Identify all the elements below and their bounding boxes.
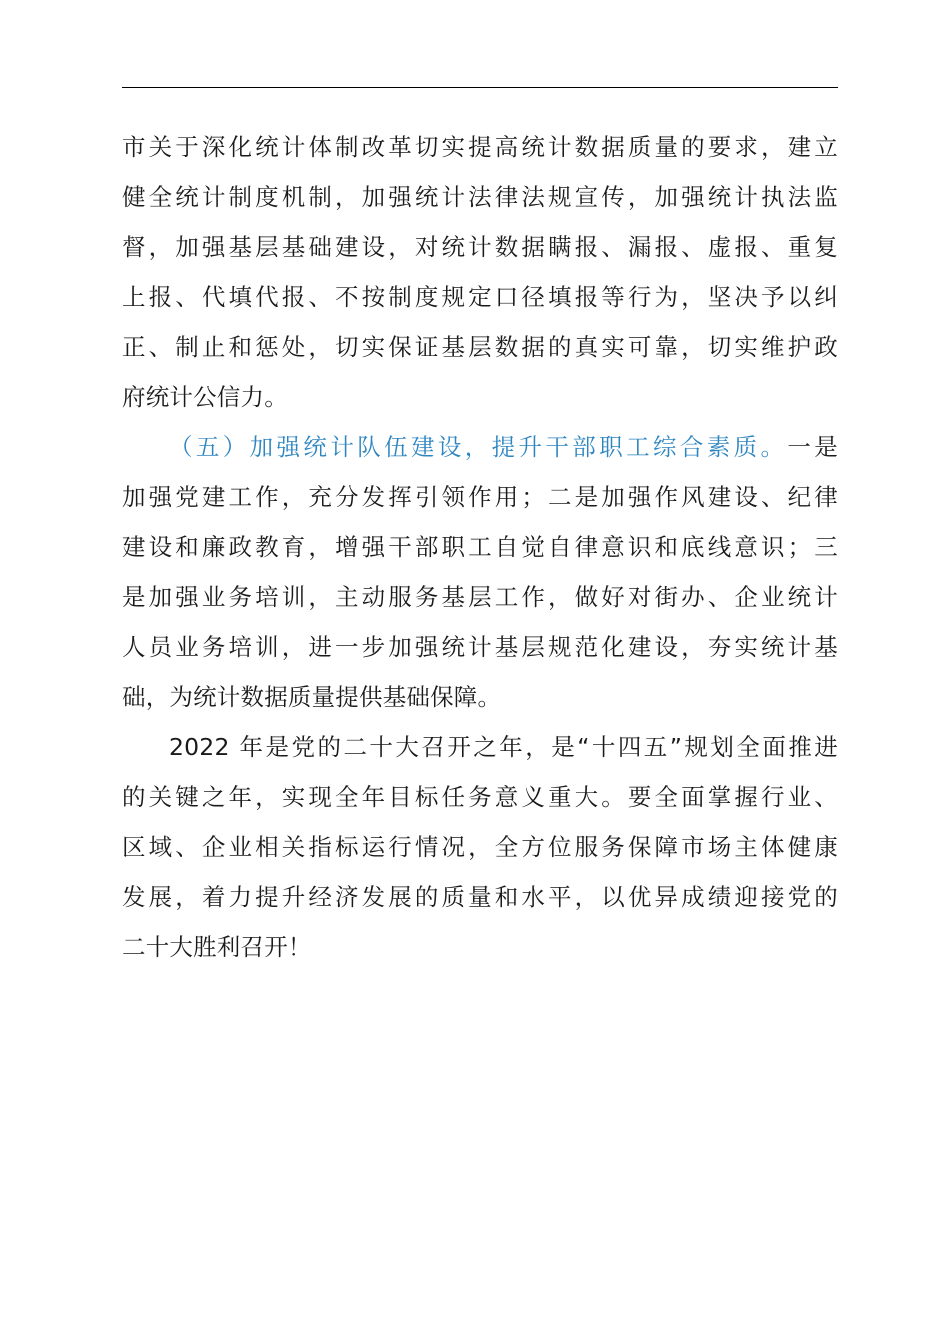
paragraph-2 [122, 422, 838, 722]
text-line: 加强党建工作，充分发挥引领作用；二是加强作风建设、纪律 [122, 483, 838, 511]
text-line: 上报、代填代报、不按制度规定口径填报等行为，坚决予以纠 [122, 283, 838, 311]
text-line: 健全统计制度机制，加强统计法律法规宣传，加强统计执法监 [122, 183, 838, 211]
text-line: 督，加强基层基础建设，对统计数据瞒报、漏报、虚报、重复 [122, 233, 838, 261]
text-run: 一是 [787, 433, 838, 461]
paragraph-1 [122, 122, 838, 422]
section-heading-line [122, 422, 838, 472]
text-line: 是加强业务培训，主动服务基层工作，做好对街办、企业统计 [122, 583, 838, 611]
text-line: 区域、企业相关指标运行情况，全方位服务保障市场主体健康 [122, 833, 838, 861]
text-line: 二十大胜利召开！ [122, 933, 312, 961]
text-line: 市关于深化统计体制改革切实提高统计数据质量的要求，建立 [122, 133, 838, 161]
text-line: 人员业务培训，进一步加强统计基层规范化建设，夯实统计基 [122, 633, 838, 661]
text-line: 正、制止和惩处，切实保证基层数据的真实可靠，切实维护政 [122, 333, 838, 361]
section-heading: （五）加强统计队伍建设，提升干部职工综合素质。 [169, 433, 788, 461]
paragraph-3 [122, 722, 838, 972]
text-line: 的关键之年，实现全年目标任务意义重大。要全面掌握行业、 [122, 783, 838, 811]
document-body [122, 122, 838, 972]
text-line: 2022 年是党的二十大召开之年，是“十四五”规划全面推进 [169, 733, 838, 761]
text-line: 发展，着力提升经济发展的质量和水平，以优异成绩迎接党的 [122, 883, 838, 911]
text-line: 府统计公信力。 [122, 383, 288, 411]
header-rule [122, 87, 838, 88]
text-line: 建设和廉政教育，增强干部职工自觉自律意识和底线意识；三 [122, 533, 838, 561]
text-line: 础，为统计数据质量提供基础保障。 [122, 683, 502, 711]
